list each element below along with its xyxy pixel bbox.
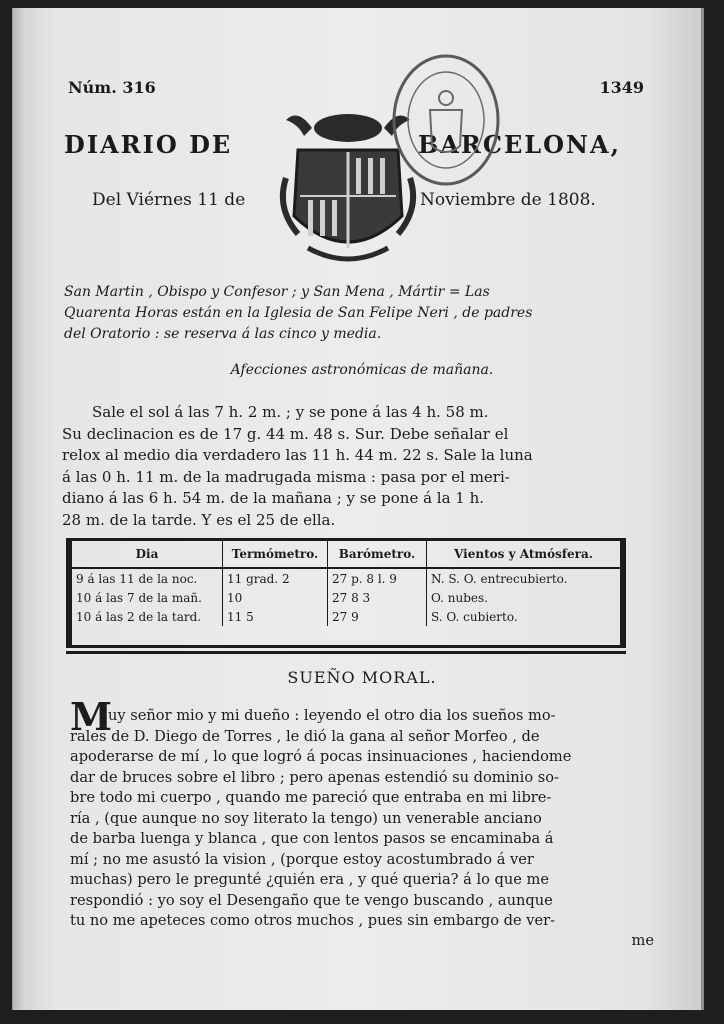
essay-line: rales de D. Diego de Torres , le dió la gana al señor Morfeo , de [70, 727, 540, 745]
weather-table-header-row [72, 541, 620, 568]
essay-line: apoderarse de mí , lo que logró á pocas insinuaciones , haciendome [70, 748, 572, 765]
essay-drop-cap: M [70, 694, 113, 739]
header-winds: Vientos y Atmósfera. [427, 541, 621, 568]
cell-thermometer: 11 grad. 2 [223, 568, 328, 588]
cell-day: 10 á las 7 de la mañ. [72, 588, 223, 607]
essay-line: de barba luenga y blanca , que con lentos pasos se encaminaba á [70, 830, 554, 847]
table-row [72, 607, 620, 626]
weather-table-frame [66, 538, 626, 648]
saints-line: del Oratorio : se reserva á las cinco y media. [64, 326, 382, 342]
cell-winds: N. S. O. entrecubierto. [431, 571, 568, 586]
page-spine-shadow [13, 8, 27, 1010]
astronomy-line: Sale el sol á las 7 h. 2 m. ; y se pone á las 4 h. 58 m. [92, 403, 489, 421]
essay-line: muchas) pero le pregunté ¿quién era , y qué queria? á lo que me [70, 871, 550, 888]
astronomy-line: relox al medio dia verdadero las 11 h. 44 m. 22 s. Sale la luna [62, 446, 533, 465]
essay-title: SUEÑO MORAL. [287, 668, 437, 687]
table-row [72, 568, 620, 588]
header-barometer: Barómetro. [328, 541, 427, 568]
cell-barometer: 27 8 3 [328, 588, 427, 607]
masthead-title-right: BARCELONA, [418, 130, 621, 159]
date-line-right: Noviembre de 1808. [420, 190, 596, 210]
cell-barometer: 27 p. 8 l. 9 [328, 568, 427, 588]
catchword: me [631, 932, 654, 949]
essay-line: ría , (que aunque no soy literato la tengo) un venerable anciano [70, 809, 542, 827]
astronomy-line: 28 m. de la tarde. Y es el 25 de ella. [62, 510, 336, 529]
weather-table [72, 541, 620, 626]
header-day: Dia [72, 541, 223, 568]
cell-day: 10 á las 2 de la tard. [72, 607, 223, 626]
essay-line: dar de bruces sobre el libro ; pero apenas estendió su dominio so- [70, 768, 559, 786]
saints-of-the-day [64, 282, 624, 345]
astronomy-heading: Afecciones astronómicas de mañana. [230, 362, 494, 378]
astronomy-line: á las 0 h. 11 m. de la madrugada misma : pasa por el meri- [62, 467, 510, 486]
date-line-left: Del Viérnes 11 de [92, 190, 246, 210]
astronomy-line: diano á las 6 h. 54 m. de la mañana ; y se pone á la 1 h. [62, 489, 485, 508]
astronomy-paragraph [62, 402, 626, 532]
essay-line: respondió : yo soy el Desengaño que te vengo buscando , aunque [70, 891, 553, 909]
cell-thermometer: 11 5 [223, 607, 328, 626]
essay-line: tu no me apeteces como otros muchos , pues sin embargo de ver- [70, 912, 556, 929]
essay-body [70, 706, 622, 932]
astronomy-line: Su declinacion es de 17 g. 44 m. 48 s. Sur. Debe señalar el [62, 424, 509, 443]
saints-line: Quarenta Horas están en la Iglesia de San Felipe Neri , de padres [64, 305, 533, 321]
cell-day: 9 á las 11 de la noc. [72, 568, 223, 588]
essay-line: bre todo mi cuerpo , quando me pareció que entraba en mi libre- [70, 789, 552, 806]
cell-winds: O. nubes. [431, 590, 488, 605]
cell-thermometer: 10 [223, 588, 328, 607]
cell-barometer: 27 9 [328, 607, 427, 626]
cell-winds: S. O. cubierto. [431, 609, 518, 624]
saints-line: San Martin , Obispo y Confesor ; y San Mena , Mártir = Las [64, 284, 490, 300]
essay-line: uy señor mio y mi dueño : leyendo el otro dia los sueños mo- [108, 707, 556, 724]
essay-line: mí ; no me asustó la vision , (porque estoy acostumbrado á ver [70, 850, 534, 868]
library-stamp-icon [386, 50, 506, 190]
issue-number: Núm. 316 [68, 78, 156, 97]
masthead-title-left: DIARIO DE [64, 130, 233, 159]
table-row [72, 588, 620, 607]
page-number: 1349 [599, 78, 644, 97]
header-thermometer: Termómetro. [223, 541, 328, 568]
